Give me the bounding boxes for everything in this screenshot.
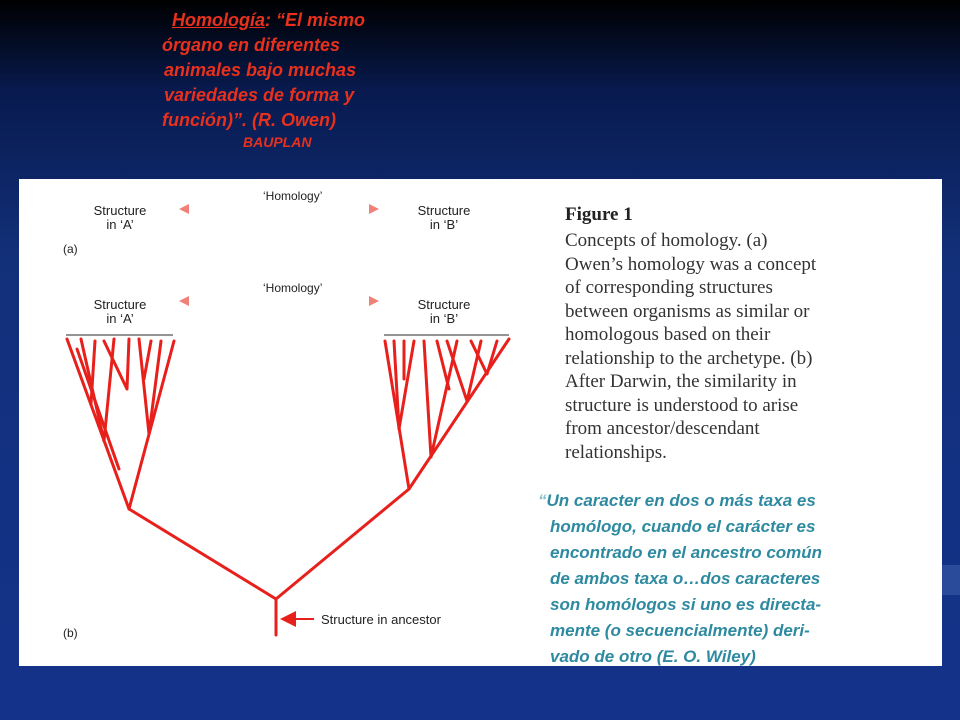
structure-b-in-b-2: in ‘B’ [429, 311, 459, 326]
caption-line: After Darwin, the similarity in [565, 371, 797, 392]
caption-line: relationships. [565, 441, 667, 463]
figure-title: Figure 1 [565, 204, 633, 225]
structure-b-label-2: Structure [417, 297, 471, 312]
caption-line: between organisms as similar or [565, 300, 810, 322]
title-line-4: variedades de forma y [164, 85, 355, 105]
tree-left-branch [67, 339, 129, 509]
phylogeny-tree [67, 339, 509, 635]
title-line-2: órgano en diferentes [162, 35, 341, 55]
title-block [150, 8, 410, 133]
ancestor-label: Structure in ancestor [321, 612, 441, 627]
structure-a-label-1: Structure [93, 203, 147, 218]
quote-line: de ambos taxa o…dos caracteres [550, 569, 821, 588]
tree-right-main [276, 489, 409, 599]
quote-line-1-text: Un caracter en dos o más taxa es [546, 491, 816, 510]
caption-line: Owen’s homology was a concept [565, 253, 817, 275]
structure-b-label-1: Structure [417, 203, 471, 218]
title-line-1 [150, 8, 410, 33]
structure-b-in-b-1: in ‘B’ [429, 217, 459, 232]
structure-a-in-a-2: in ‘A’ [106, 311, 134, 326]
homology-diagram [19, 179, 559, 666]
figure-panel [19, 179, 942, 666]
title-line-3: animales bajo muchas [164, 60, 357, 80]
homology-label-a: ‘Homology’ [263, 189, 323, 203]
quote-line: encontrado en el ancestro común [550, 543, 823, 562]
quote-line: son homólogos si uno es directa- [550, 595, 822, 614]
wiley-quote [538, 488, 928, 670]
caption-line: homologous based on their [565, 324, 771, 345]
homology-label-b: ‘Homology’ [263, 281, 323, 295]
title-line-5: función)”. (R. Owen) [162, 110, 336, 130]
tree-left-branch [104, 339, 129, 389]
caption-line: structure is understood to arise [565, 394, 799, 416]
arrow-head-left-b [179, 296, 189, 306]
caption-line: from ancestor/descendant [565, 418, 760, 439]
arrow-head-right-a [369, 204, 379, 214]
tree-left-main [129, 509, 276, 599]
arrow-head-left-a [179, 204, 189, 214]
quote-line-1 [538, 488, 928, 514]
panel-b-label: (b) [63, 626, 78, 640]
panel-a-label: (a) [63, 242, 78, 256]
tree-right-branch [437, 341, 449, 389]
structure-a-in-a-1: in ‘A’ [106, 217, 134, 232]
caption-line: relationship to the archetype. (b) [565, 347, 813, 369]
caption-line: Concepts of homology. (a) [565, 230, 768, 251]
bauplan-label: BAUPLAN [243, 134, 312, 150]
title-line-1-rest: : “El mismo [265, 10, 366, 30]
quote-open-mark: “ [538, 491, 547, 510]
homologia-term: Homología [172, 10, 265, 30]
arrow-head-right-b [369, 296, 379, 306]
quote-line: mente (o secuencialmente) deri- [550, 621, 810, 640]
quote-line: vado de otro (E. O. Wiley) [550, 647, 756, 666]
figure-caption [565, 229, 910, 464]
structure-a-label-2: Structure [93, 297, 147, 312]
tree-left-branch [144, 341, 151, 379]
slide-edge-accent [940, 565, 960, 595]
caption-line: of corresponding structures [565, 277, 773, 298]
quote-line: homólogo, cuando el carácter es [550, 517, 816, 536]
